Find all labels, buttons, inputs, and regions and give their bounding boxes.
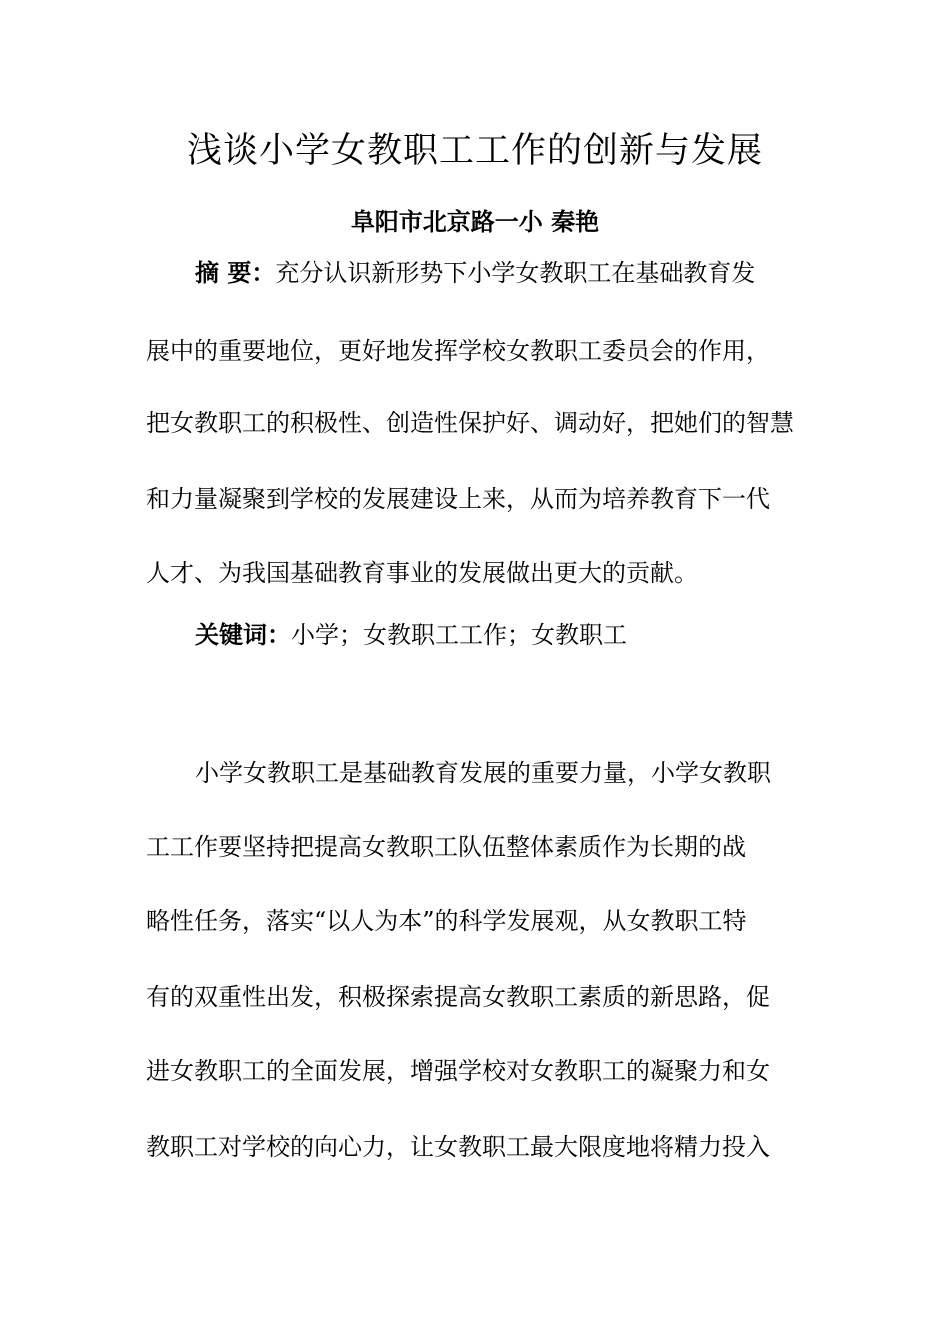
keywords-text: 小学；女教职工工作；女教职工 <box>291 621 627 649</box>
abstract-line: 把女教职工的积极性、创造性保护好、调动好，把她们的智慧 <box>146 409 794 437</box>
body-line: 进女教职工的全面发展，增强学校对女教职工的凝聚力和女 <box>146 1057 770 1085</box>
abstract-line: 人才、为我国基础教育事业的发展做出更大的贡献。 <box>146 559 698 587</box>
document-title: 浅谈小学女教职工工作的创新与发展 <box>186 131 763 171</box>
abstract-line <box>195 256 755 290</box>
abstract-label: 摘 要： <box>195 258 276 287</box>
keywords-label: 关键词： <box>195 620 291 649</box>
body-line: 略性任务，落实“以人为本”的科学发展观，从女教职工特 <box>146 907 747 935</box>
body-line: 工工作要坚持把提高女教职工队伍整体素质作为长期的战 <box>146 833 746 861</box>
document-author: 阜阳市北京路一小 秦艳 <box>350 207 600 236</box>
abstract-line: 展中的重要地位，更好地发挥学校女教职工委员会的作用， <box>146 337 770 365</box>
body-line: 有的双重性出发，积极探索提高女教职工素质的新思路，促 <box>146 983 770 1011</box>
abstract-line: 和力量凝聚到学校的发展建设上来，从而为培养教育下一代 <box>146 485 770 513</box>
keywords-line <box>195 618 627 652</box>
body-line: 教职工对学校的向心力，让女教职工最大限度地将精力投入 <box>146 1133 770 1161</box>
abstract-text: 充分认识新形势下小学女教职工在基础教育发 <box>275 259 756 287</box>
body-line: 小学女教职工是基础教育发展的重要力量，小学女教职 <box>195 759 771 787</box>
